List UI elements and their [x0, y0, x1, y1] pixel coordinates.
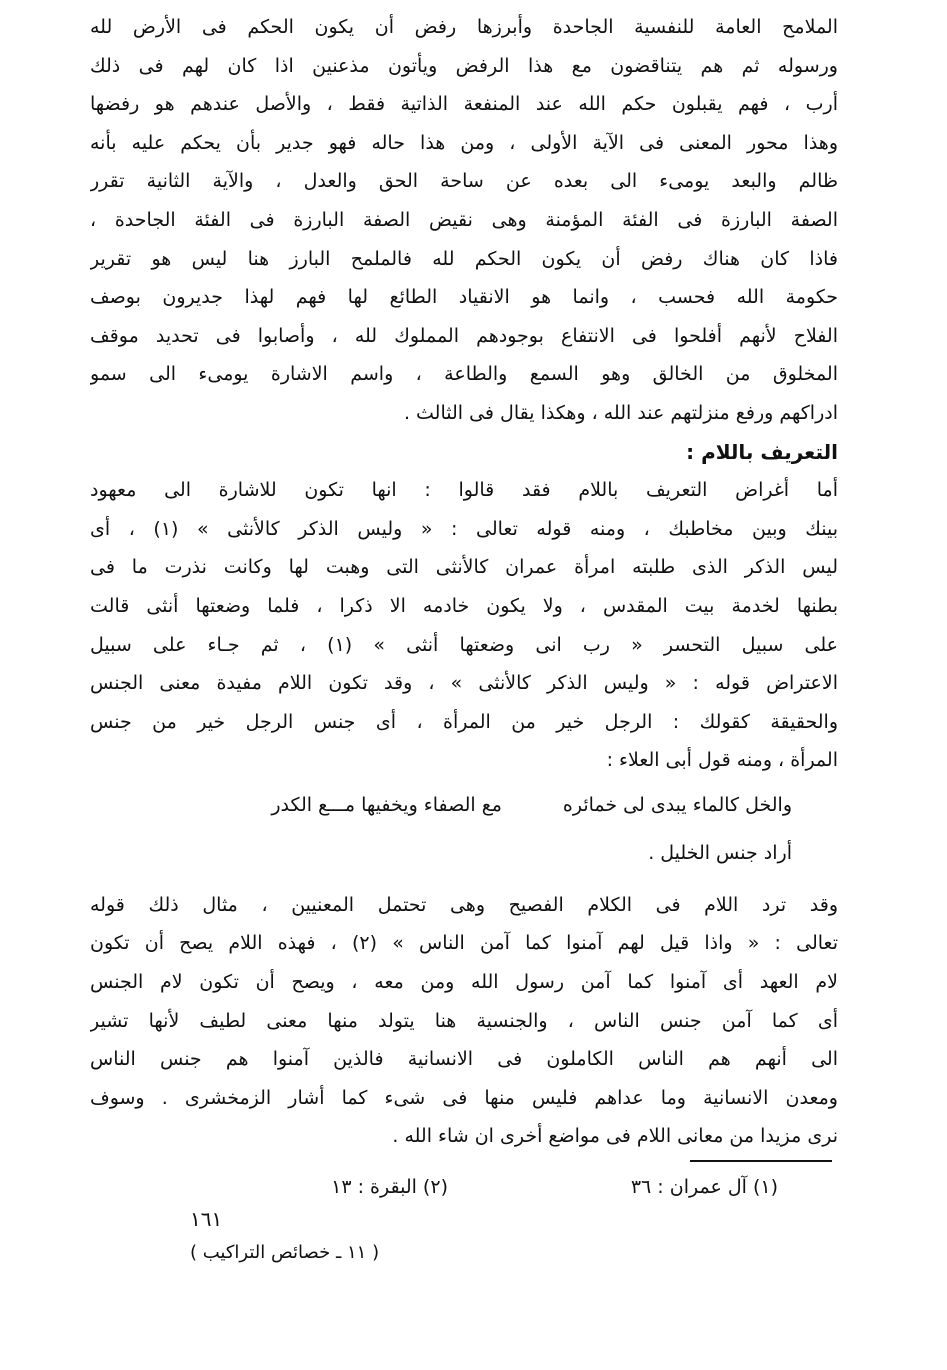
page-body	[90, 8, 838, 1156]
section-heading: التعريف باللام :	[686, 439, 838, 464]
paragraph-2	[90, 471, 838, 780]
footnote-divider	[690, 1160, 832, 1162]
text-line: أى كما آمن جنس الناس ، والجنسية هنا يتولد منها معنى لطيف لأنها تشير	[90, 1009, 838, 1032]
text-line: أما أغراض التعريف باللام فقد قالوا : انها تكون للاشارة الى معهود	[90, 479, 838, 502]
text-line: أرب ، فهم يقبلون حكم الله عند المنفعة الذاتية فقط ، والأصل عندهم هو رفضها	[90, 93, 838, 116]
footnote-1: (١) آل عمران : ٣٦	[630, 1176, 778, 1198]
page-number: ١٦١	[190, 1207, 223, 1231]
verse-second-hemistich: مع الصفاء ويخفيها مـــع الكدر	[271, 793, 502, 816]
poetry-verse	[90, 780, 838, 830]
text-line: المرأة ، ومنه قول أبى العلاء :	[606, 749, 838, 772]
text-line: ليس الذكر الذى طلبته امرأة عمران كالأنثى التى وهبت لها وكانت نذرت ما فى	[90, 556, 838, 579]
verse-first-hemistich: والخل كالماء يبدى لى خمائره	[562, 793, 792, 816]
text-line: وهذا محور المعنى فى الآية الأولى ، ومن هذا حاله فهو جدير بأن يحكم عليه بأنه	[90, 131, 838, 154]
text-line: نرى مزيدا من معانى اللام فى مواضع أخرى ان شاء الله .	[392, 1125, 838, 1148]
paragraph-1	[90, 8, 838, 433]
verse-commentary: أراد جنس الخليل .	[648, 841, 792, 864]
text-line: والحقيقة كقولك : الرجل خير من المرأة ، أى جنس الرجل خير من جنس	[90, 710, 838, 733]
text-line: وقد ترد اللام فى الكلام الفصيح وهى تحتمل المعنيين ، مثال ذلك قوله	[90, 893, 838, 916]
text-line: ظالم والبعد يومىء الى بعده عن ساحة الحق والعدل ، والآية الثانية تقرر	[90, 170, 838, 193]
text-line: بطنها لخدمة بيت المقدس ، ولا يكون خادمه الا ذكرا ، فلما وضعتها أنثى قالت	[90, 594, 838, 617]
text-line: على سبيل التحسر « رب انى وضعتها أنثى » (١) ، ثم جـاء على سبيل	[90, 633, 838, 656]
text-line: المخلوق من الخالق وهو السمع والطاعة ، واسم الاشارة يومىء الى سمو	[90, 363, 838, 386]
text-line: ومعدن الانسانية وما عداهم فليس منها فى شىء كما أشار الزمخشرى . وسوف	[90, 1086, 838, 1109]
spacer	[90, 876, 838, 886]
text-line: الصفة البارزة فى الفئة المؤمنة وهى نقيض الصفة البارزة فى الفئة الجاحدة ،	[90, 208, 838, 231]
paragraph-3	[90, 886, 838, 1156]
text-line: لام العهد أى آمنوا كما آمن رسول الله ومن معه ، ويصح أن تكون لام الجنس	[90, 971, 838, 994]
text-line: ورسوله ثم هم يتناقضون مع هذا الرفض ويأتون مذعنين اذا كان لهم فى ذلك	[90, 54, 838, 77]
footnote-2: (٢) البقرة : ١٣	[331, 1176, 448, 1198]
text-line: الملامح العامة للنفسية الجاحدة وأبرزها رفض أن يكون الحكم فى الأرض لله	[90, 16, 838, 38]
text-line: الى أنهم هم الناس الكاملون فى الانسانية فالذين آمنوا هم جنس الناس	[90, 1048, 838, 1071]
footnotes	[90, 1172, 838, 1202]
text-line: ادراكهم ورفع منزلتهم عند الله ، وهكذا يقال فى الثالث .	[403, 401, 838, 424]
printer-signature: ( ١١ ـ خصائص التراكيب )	[190, 1242, 380, 1263]
text-line: حكومة الله فحسب ، وانما هو الانقياد الطائع لها فهم لهذا جديرون بوصف	[90, 286, 838, 309]
text-line: الاعتراض قوله : « وليس الذكر كالأنثى » ، وقد تكون اللام مفيدة معنى الجنس	[90, 672, 838, 695]
text-line: فاذا كان هناك رفض أن يكون الحكم لله فالملمح البارز هنا ليس هو تقرير	[90, 247, 838, 270]
text-line: الفلاح لأنهم أفلحوا فى الانتفاع بوجودهم المملوك لله ، وأصابوا فى تحديد موقف	[90, 324, 838, 347]
text-line: بينك وبين مخاطبك ، ومنه قوله تعالى : « وليس الذكر كالأنثى » (١) ، أى	[90, 517, 838, 540]
text-line: تعالى : « واذا قيل لهم آمنوا كما آمن الناس » (٢) ، فهذه اللام يصح أن تكون	[90, 932, 838, 955]
